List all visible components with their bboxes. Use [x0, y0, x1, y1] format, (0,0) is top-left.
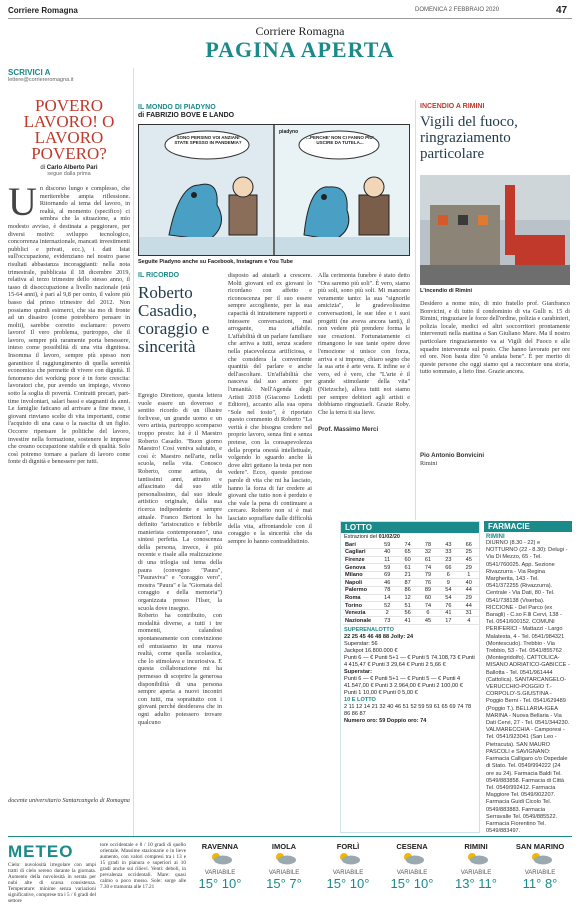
farmacie-city: RIMINI — [486, 534, 505, 540]
ricordo-col2: disposto ad aiutarli a crescere. Molti giovani ed ex giovani lo ricordano con affetto e riconoscenza per il suo essere sempre accogliente, per la sua capacità di intrattenere rapporti e intessere conversazioni, mai arrogante, ma affabile. L'affabilità di un parlare familiare che arriva a tutti, senza scadere nella piacevolezza artificiosa, e che considera la conveniente quantità del parlare e anche dell'ascoltare. Un'affabilità che nasceva dal suo amore per l'umanità. Nell'Agenda degli Artisti 2018 (Giacomo Lodetti Editore), accanto alla sua opera "Sole nel tosto", è riportato questo commento di Roberto "La verità è che bisogna credere nel proprio lavoro, senza fini e senza pretese, con la consapevolezza della propria onestà intellettuale, volgendo lo sguardo anche là dove altri gettano la testa per non vedere". Ecco, queste preziose parole di vita che mi ha lasciato, hanno la forza di far credere ai giovani che tutto non è perduto e che vale la pena di continuare a cercare. Roberto non si è mai lasciato sopraffare dalle difficoltà della vita, affrontandole con il coraggio e la sincerità che da sempre lo hanno contraddistinto. — [228, 272, 312, 545]
meteo-city-name: SAN MARINO — [515, 842, 565, 851]
incendio-caption: L'incendio di Rimini — [420, 288, 473, 294]
meteo-temp-min: 15° — [390, 876, 411, 891]
lotto-number: 76 — [418, 579, 438, 587]
lotto-row — [343, 549, 479, 557]
diecielotto-heading: 10 E LOTTO — [344, 697, 376, 704]
lotto-number: 29 — [459, 594, 479, 602]
lotto-number: 33 — [438, 549, 458, 557]
meteo-temp-max: 7° — [285, 876, 302, 891]
lotto-number: 14 — [377, 594, 397, 602]
lotto-row — [343, 602, 479, 610]
lotto-number: 4 — [459, 617, 479, 625]
meteo-temps — [190, 876, 250, 891]
superstar-prizes: Punti 6 — € Punti 5+1 — € Punti 5 — € Punti 4 41.547,00 € Punti 3 2.964,00 € Punti 2 100,00 € Punti 1 10,00 € Punti 0 5,00 € — [344, 676, 463, 697]
lotto-number: 66 — [438, 564, 458, 572]
meteo-temp-min: 15° — [266, 876, 286, 891]
lotto-city: Palermo — [343, 587, 377, 595]
lotto-number: 73 — [377, 617, 397, 625]
masthead-paper: Corriere Romagna — [8, 6, 78, 15]
jackpot: Jackpot 16.800.000 € — [344, 648, 398, 655]
lotto-number: 66 — [459, 541, 479, 549]
ricordo-col1: Egregio Direttore, questa lettera vuole essere un doveroso e sentito ricordo di un illustre forlivese, un grande uomo e un vero artista, purtroppo scomparso troppo presto: lui è il Maestro Roberto Casadio. "Buon giorno Maestro! Così veniva salutato, e così è: Maestro nell'arte, nella scuola, nella vita. Conosco Roberto, come artista, da tantissimi anni, attratto e affascinato dal suo stile personalissimo, dal suo ideale artistico originale, dalla sua ricerca indipendente e sempre attuale. Franco Bertoni lo ha definito "aristocratico e febbrile manierista contemporaneo", una sintesi perfetta. La conoscenza della persona, invece, è più recente e risale alla realizzazione di una trilogia sul tema della paura (convegno "Paura", "Pauraviva" e "coraggio vero", mostra "Paura" e la "Giornata del coraggio e della memoria") organizzata presso l'Ilser, la scuola dove insegno. Roberto ha contribuito, con modalità diverse, a tutti i tre momenti, calandosi spontaneamente con convinzione ed entusiasmo in una nuova realtà, come quella scolastica, che lo stimolava e incuriosiva. E questa collaborazione mi ha permesso di scoprire la generosa disponibilità di una persona sempre aperta a nuovi incontri con tutti, ma soprattutto con i giovani perché desiderava che in ogni adulto potessero trovare qualcuno — [138, 392, 222, 726]
lotto-row — [343, 556, 479, 564]
lotto-number: 65 — [397, 549, 417, 557]
povero-body: Un discorso lungo e complesso, che meriterebbe ampia riflessione. Ritornando al tema del lavoro, in realtà, al momento (specifico) ci sembra che la situazione, a mio modesto avviso, è destinata a peggiorare, per diversi motivi: sviluppo tecnologico, concorrenza internazionale, mancati investimenti pubblici e privati, ecc.), i dati Istat sull'occupazione, evidenziano nel nostro paese risultati abbastanza incoraggianti: nella nota trimestrale, pubblicata il 18 dicembre 2019, relativa al terzo trimestre dello stesso anno, il tasso di disoccupazione a livello nazionale (età 15-64 anni), è pari al 9,8 per cento, il valore più basso dal primo trimestre del 2012. Non possiamo quindi esimerci, che sia mo di fronte ad un disastro (come potrebbero pensare in molti), sarebbe corretto esclamare: povero lavoro! Il vero problema, purtroppo, che il lavoro, sempre più raramente porta benessere, inteso come possibilità di una vita dignitosa. Insomma il lavoro, sempre più spesso non garantisce il raggiungimento di quella serenità economica che permette di vivere con dignità. Il fenomeno dei working poor è in forte crescita: lavoratori che, pur avendo un impiego, vivono sotto la soglia di povertà. Contratti precari, part-time involontari, salari bassi e stagnanti da anni. Le famiglie faticano ad arrivare a fine mese, i giovani rinviano scelte di vita importanti, come l'acquisto di una casa o la nascita di un figlio. Occorre ripensare le politiche del lavoro, investire nella formazione, sostenere le imprese che creano occupazione stabile e di qualità. Solo così potremo tornare a parlare di lavoro come fonte di dignità e benessere per tutti. — [8, 179, 130, 466]
superenalotto-numbers: 22 25 45 46 48 88 Jolly: 24 — [344, 634, 414, 641]
meteo-city — [382, 842, 442, 891]
lotto-number: 44 — [459, 587, 479, 595]
superstar-heading: Superstar: — [344, 669, 372, 676]
lotto-number: 29 — [459, 564, 479, 572]
piadyno-caption: Seguite Piadyno anche su Facebook, Instagram e You Tube — [138, 259, 293, 265]
lotto-number: 59 — [377, 564, 397, 572]
lotto-number: 61 — [418, 556, 438, 564]
lotto-number: 9 — [438, 579, 458, 587]
meteo-temp-max: 8° — [541, 876, 558, 891]
page-number: 47 — [556, 5, 568, 16]
comic-bubble-2: ...PERCHE' NON CI FANNO PIU' USCIRE DA TUTELA... — [306, 135, 374, 146]
meteo-heading: METEO — [8, 842, 74, 861]
meteo-temp-min: 15° — [326, 876, 347, 891]
cloud-sun-icon — [318, 851, 378, 865]
lotto-number: 1 — [459, 571, 479, 579]
lotto-city: Nazionale — [343, 617, 377, 625]
farmacie-header: FARMACIE — [484, 521, 572, 532]
meteo-temps — [446, 876, 506, 891]
lotto-number: 60 — [418, 594, 438, 602]
lotto-number: 59 — [377, 541, 397, 549]
meteo-condition: VARIABILE — [460, 870, 492, 876]
section-title: PAGINA APERTA — [205, 37, 395, 62]
meteo-temp-min: 11° — [522, 876, 542, 891]
lotto-number: 78 — [418, 541, 438, 549]
divider-left — [133, 68, 134, 838]
meteo-col2: tore occidentale e 8 / 10 gradi di quello orientale. Massime stazionarie o in lieve aumento, con valori compresi tra i 13 e 15 gradi in pianura e superiori ai 10 gradi anche sui rilievi. Venti: deboli, in prevalenza occidentali. Mare: quasi calmo o poco mosso. Sole: sorge alle 7.30 e tramonta alle 17.21 — [100, 842, 186, 890]
lotto-number: 74 — [397, 541, 417, 549]
meteo-city — [510, 842, 570, 891]
lotto-row — [343, 617, 479, 625]
incendio-kicker: INCENDIO A RIMINI — [420, 103, 485, 110]
lotto-number: 54 — [438, 587, 458, 595]
lotto-number: 40 — [377, 549, 397, 557]
lotto-number: 25 — [459, 549, 479, 557]
lotto-number: 86 — [397, 587, 417, 595]
letters-box — [8, 68, 130, 83]
lotto-row — [343, 594, 479, 602]
cloud-sun-icon — [446, 851, 506, 865]
lotto-number: 43 — [438, 541, 458, 549]
lotto-city: Milano — [343, 571, 377, 579]
lotto-number: 60 — [397, 556, 417, 564]
cloud-sun-icon — [382, 851, 442, 865]
lotto-number: 45 — [418, 617, 438, 625]
piadyno-kicker: IL MONDO DI PIADYNO — [138, 104, 216, 111]
lotto-number: 61 — [397, 564, 417, 572]
lotto-number: 74 — [418, 602, 438, 610]
lotto-header: LOTTO — [341, 522, 479, 533]
ricordo-signature: Prof. Massimo Merci — [318, 426, 379, 433]
meteo-temp-max: 10° — [218, 876, 242, 891]
lotto-number: 74 — [418, 564, 438, 572]
lotto-number: 11 — [377, 556, 397, 564]
lotto-number: 17 — [438, 617, 458, 625]
lotto-number: 21 — [397, 571, 417, 579]
lotto-number: 51 — [397, 602, 417, 610]
lotto-number: 87 — [397, 579, 417, 587]
letters-heading: SCRIVICI A — [8, 68, 51, 77]
meteo-col1: Cielo: nuvolosità irregolare con ampi tratti di cielo sereno durante la giornata. Aumento della nuvolosità in serata per nubi alte di scarsa consistenza. Temperature: minime senza variazioni significative, comprese tra i 5 / 6 gradi del settore — [8, 862, 96, 904]
lotto-table — [343, 541, 479, 625]
cloud-sun-icon — [510, 851, 570, 865]
meteo-condition: VARIABILE — [332, 870, 364, 876]
meteo-city-name: CESENA — [396, 842, 428, 851]
farmacie-box — [484, 521, 572, 833]
meteo-temps — [318, 876, 378, 891]
lotto-number: 2 — [377, 609, 397, 617]
masthead-rule — [8, 18, 572, 19]
lotto-row — [343, 579, 479, 587]
lotto-number: 76 — [438, 602, 458, 610]
lotto-city: Torino — [343, 602, 377, 610]
piadyno-comic — [138, 124, 410, 256]
piadyno-byline: di FABRIZIO BOVE E LANDO — [138, 112, 235, 119]
meteo-temps — [254, 876, 314, 891]
incendio-photo — [420, 175, 570, 285]
cloud-sun-icon — [190, 851, 250, 865]
lotto-draw: Estrazioni del 01/02/20 — [344, 534, 400, 540]
lotto-city: Napoli — [343, 579, 377, 587]
meteo-city-name: RAVENNA — [201, 842, 239, 851]
povero-article — [8, 98, 130, 805]
lotto-number: 23 — [438, 556, 458, 564]
incendio-signature: Pio Antonio Bonvicini — [420, 452, 485, 459]
lotto-number: 40 — [459, 579, 479, 587]
povero-dropcap: U — [8, 179, 37, 224]
superenalotto-heading: SUPERENALOTTO — [344, 627, 394, 634]
meteo-city — [254, 842, 314, 891]
comic-signature: piadyno — [279, 129, 299, 135]
povero-title: POVERO LAVORO! O LAVORO POVERO? — [23, 96, 115, 163]
meteo-city — [190, 842, 250, 891]
fire-photo — [420, 175, 570, 285]
incendio-place: Rimini — [420, 460, 438, 467]
lotto-number: 41 — [397, 617, 417, 625]
superstar-number: Superstar: 56 — [344, 641, 378, 648]
povero-note: segue dalla prima — [47, 171, 91, 177]
ricordo-kicker: IL RICORDO — [138, 272, 180, 279]
meteo-temps — [510, 876, 570, 891]
section-header — [150, 24, 450, 61]
divider-right — [415, 100, 416, 520]
lotto-number: 6 — [418, 609, 438, 617]
lotto-city: Bari — [343, 541, 377, 549]
lotto-number: 45 — [459, 556, 479, 564]
incendio-title: Vigili del fuoco, ringraziamento particolare — [420, 114, 518, 162]
diecielotto-numbers: 2 11 12 14 21 32 40 46 51 52 59 59 61 65 69 74 78 86 86 87 — [344, 704, 472, 718]
povero-byline: di Carlo Alberto Pari — [40, 165, 98, 171]
meteo-condition: VARIABILE — [268, 870, 300, 876]
letters-email[interactable]: lettere@corriereromagna.it — [8, 77, 74, 83]
lotto-row — [343, 571, 479, 579]
lotto-box — [340, 521, 480, 833]
lotto-number: 79 — [418, 571, 438, 579]
lotto-city: Venezia — [343, 609, 377, 617]
lotto-number: 54 — [438, 594, 458, 602]
meteo-city — [318, 842, 378, 891]
ricordo-title: Roberto Casadio, coraggio e sincerità — [138, 283, 210, 356]
ricordo-col3: Alla cerimonia funebre è stato detto "Ora saremo più soli". È vero, siamo più soli, sono più soli. Mi mancano veramente tanto: la sua "signorile amicizia", le gradevolissime conversazioni, le sue idee e i suoi progetti (ne aveva ancora tanti), il non vedere più prendere forma le sue creazioni. Fortunatamente ci rimangono le sue tante opere dove l'emozione si unisce con forza, arriva e si impone, chiaro segno che la sua arte è arte vera. E infine se è vero, ed è vero, che "L'arte è il grande stimolante della vita" (Nietzsche), allora tutti noi siamo per sempre debitori agli artisti e dobbiamo ringraziarli. Grazie Roby. Che la terra ti sia lieve. — [318, 272, 410, 416]
meteo-condition: VARIABILE — [204, 870, 236, 876]
lotto-row — [343, 541, 479, 549]
lotto-row — [343, 564, 479, 572]
meteo-temp-max: 10° — [346, 876, 370, 891]
meteo-city-name: IMOLA — [271, 842, 297, 851]
masthead-date: DOMENICA 2 FEBBRAIO 2020 — [415, 7, 500, 13]
lotto-number: 6 — [438, 571, 458, 579]
superenalotto-prizes: Punti 6 — € Punti 5+1 — € Punti 5 74.108,73 € Punti 4 415,47 € Punti 3 29,64 € Punti 2 5,66 € — [344, 655, 475, 669]
lotto-city: Genova — [343, 564, 377, 572]
lotto-city: Cagliari — [343, 549, 377, 557]
meteo-city-name: FORLÌ — [336, 842, 360, 851]
farmacie-list: DIURNO (8.30 - 22) e NOTTURNO (22 - 8.30): Delugi - Via Di Mezzo, 65 - Tel. 0541/760025. App. Sezione Rivazzurra - Via Regina Margherita, 143 - Tel. 0541/372255 (Rivazzurra). Centrale - Via Dati, 80 - Tel. 0541/738138 (Viserba). RICCIONE - Del Parco (ex Baragli) - C.so F.lli Cervi, 138 - Tel. 0541/600152. COMUNI PERIFERICI - Mattazzi - Largo Malatesta, 4 - Tel. 0541/984321 (Montescudo). Trebbio - Via Trebbio, 53 - Tel. 0541/855762 (Montegridolfo). CATTOLICA-MISANO ADRIATICO-GABICCE - Ballotta - Tel. 0541/961444 (Cattolica). SANTARCANGELO-VERUCCHIO-POGGIO T.-CORPOLO'-S.GIUSTINA - Poggio Berni - Tel. 0541/629489 (Poggio T.). BELLARIA-IGEA MARINA - Nuova Bellaria - Via Dati Cervi, 27 - Tel. 0541/344230. VALMARECCHIA - Camporesi - Tel. 0541/923041 (San Leo - Pietracuta). SAN MAURO PASCOLI e SAVIGNANO: Farmacia Calligaro c/o Ospedale di Stato. Tel. 0549/994222 (24 ore su 24). Farmacia Baldi Tel. 0549/883858. Farmacia di Città Tel. 0549/992412. Farmacia Maggiore Tel. 0549/902207. Farmacia Guidi Cicolo Tel. 0549/883883. Farmacia Serravalle Tel. 0549/885522. Farmacia Fiorentino Tel. 0549/883497. — [486, 540, 570, 835]
section-brand: Corriere Romagna — [255, 24, 345, 38]
lotto-number: 69 — [377, 571, 397, 579]
lotto-number: 12 — [397, 594, 417, 602]
meteo-condition: VARIABILE — [396, 870, 428, 876]
lotto-number: 41 — [438, 609, 458, 617]
meteo-city-name: RIMINI — [464, 842, 488, 851]
lotto-city: Firenze — [343, 556, 377, 564]
meteo-condition: VARIABILE — [524, 870, 556, 876]
lotto-number: 31 — [459, 609, 479, 617]
lotto-number: 46 — [377, 579, 397, 587]
meteo-city — [446, 842, 506, 891]
lotto-row — [343, 587, 479, 595]
meteo-temp-max: 10° — [410, 876, 434, 891]
meteo-temp-max: 11° — [474, 876, 497, 891]
lotto-number: 89 — [418, 587, 438, 595]
numero-oro: Numero oro: 59 Doppio oro: 74 — [344, 718, 427, 725]
lotto-number: 78 — [377, 587, 397, 595]
lotto-city: Roma — [343, 594, 377, 602]
lotto-number: 32 — [418, 549, 438, 557]
meteo-temp-min: 13° — [455, 876, 475, 891]
comic-bubble-1: SONO PERSINO VOI ANZIANI STATE SPESSO IN PANDEMIA? — [174, 135, 242, 146]
cloud-sun-icon — [254, 851, 314, 865]
meteo-temp-min: 15° — [198, 876, 219, 891]
meteo-band — [8, 836, 572, 837]
incendio-body: Desidero a nome mio, di mio fratello prof. Gianfranco Bonvicini, e di tutto il condominio di via Gulli n. 15 di Rimini, ringraziare le forze dell'ordine, polizia e carabinieri, polizia locale, medici ed altri soccorritori prontamente intervenuti nella mattina a San Giuliano Mare. Ma il nostro particolare ringraziamento va ai Vigili del Fuoco e alle squadre intervenute sul posto. Che hanno lavorato per ore ed ore. Non basta dire "è andata bene". È per merito di queste persone che oggi siamo qui a raccontare una storia, tutto sommato, a lieto fine. Grazie ancora. — [420, 300, 570, 376]
lotto-number: 56 — [397, 609, 417, 617]
meteo-temps — [382, 876, 442, 891]
lotto-number: 44 — [459, 602, 479, 610]
lotto-row — [343, 609, 479, 617]
lotto-number: 52 — [377, 602, 397, 610]
povero-signature: docente universitario Santarcangelo di Romagna — [8, 797, 130, 804]
